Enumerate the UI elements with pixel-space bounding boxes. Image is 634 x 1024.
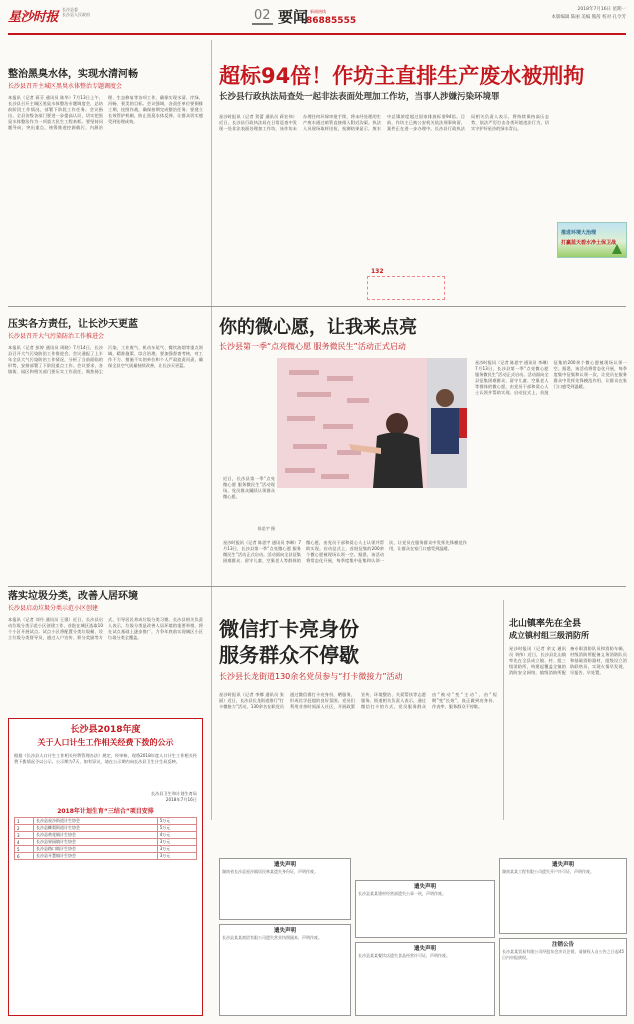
right-article <box>509 618 627 820</box>
classified-ad: 遗失声明 湖南省长沙县星沙镇居民林某遗失身份证，声明作废。 <box>219 858 351 920</box>
headline-line-2: 服务群众不停歇 <box>219 643 359 667</box>
article-body: 本报讯（记者 彭婷 通讯员 周晓）7月14日，长沙县召开大气污染防治工作推进会。会议通报了上半年全县大气污染防治工作情况，分析了当前面临的形势，安排部署了下阶段重点工作。会议要求，各镇街、园区和相关部门要压实工作责任，聚焦扬尘污染、工业废气、机动车尾气、餐饮油烟等重点领域，精准施策、综合治理。要加强督查考核，对工作不力、措施不实的单位和个人严肃追责问责，确保全县空气质量持续改善，让长沙天更蓝。 <box>8 345 203 374</box>
issue-date: 2018年7月16日 星期一 <box>577 7 626 12</box>
article-title: 压实各方责任，让长沙天更蓝 <box>8 319 138 330</box>
photo-caption: 近日，长沙县第一季“点亮微心愿 服务微民生”活动现场，党员群众踊跃认领群众微心愿。 <box>223 476 275 499</box>
masthead-rule <box>8 33 626 35</box>
promo-line-2: 打赢蓝天碧水净土保卫战 <box>561 240 617 246</box>
table-row: 4 长沙县果园镇计生协会 3万元 <box>15 839 197 846</box>
article-body: 星沙时报讯（记者 陈思宇 通讯员 李琳）7月13日，长沙县第一季“点亮微心愿 服务微民生”活动正式启动。活动面向全县征集困难群众、留守儿童、空巢老人等群体的微心愿，由党员干部和爱心人士认领并帮助实现。启动仪式上，首批征集的200余个微心愿被现场认领一空。据悉，该活动将常态化开展，每季度集中征集和认领一次，让党员在服务群众中发挥先锋模范作用，让群众在家门口感受到温暖。 <box>223 540 467 563</box>
headline-line-1: 微信打卡亮身份 <box>219 617 359 641</box>
article-title-line-2: 成立镇村组三级消防所 <box>509 631 589 640</box>
table-row: 6 长沙县开慧镇计生协会 3万元 <box>15 853 197 860</box>
column-divider <box>211 40 212 820</box>
notice-table <box>14 817 197 860</box>
tree-icon <box>612 244 622 254</box>
marker-box <box>367 276 445 300</box>
article-title-line-1: 北山镇率先在全县 <box>509 619 582 629</box>
table-row: 2 长沙县榔梨街道计生协会 5万元 <box>15 825 197 832</box>
notice-body: 根据《长沙县人口计生工作相关经费管理办法》规定，经审核，现将2018年度人口计生工作相关经费下拨情况予以公示。公示期为7天，如有异议，请在公示期内向长沙县卫生计生局反映。 <box>14 753 197 764</box>
main-article-1 <box>219 62 627 302</box>
hotline-label: 新闻热线 <box>310 9 326 14</box>
reference-marker: 132 <box>371 268 384 275</box>
page-number: 02 <box>254 8 271 23</box>
article-body: 星沙时报讯（记者 贺蕾 通讯员 蒋宏伟）近日，长沙县行政执法局在日常巡查中发现一处非法表面处理加工作坊，该作坊未办理任何环保审批手续，将未经处理的生产废水通过暗管直接排入附近沟渠。执法人员现场取样送检，检测结果显示，废水中总镍浓度超过国家排放标准94倍。目前，作坊主已被公安机关依法刑事拘留，案件正在进一步办理中。长沙县行政执法局相关负责人表示，将持续保持高压态势，依法严厉打击各类环境违法行为，切实守护好星沙的绿水青山。 <box>219 114 549 131</box>
section-rule <box>8 306 626 307</box>
section-rule <box>8 586 626 587</box>
article-photo <box>277 358 467 488</box>
hotline-number: 86885555 <box>306 16 357 26</box>
notice-title-line-1: 长沙县2018年度 <box>70 725 141 735</box>
notice-table-title: 2018年计划生育“三结合”项目安排 <box>57 808 154 815</box>
promo-banner <box>557 222 627 258</box>
brand-sub: 长沙县委 长沙县人民政府 <box>62 7 90 17</box>
headline-subtitle: 长沙县行政执法局查处一起非法表面处理加工作坊，当事人涉嫌污染环境罪 <box>219 92 500 102</box>
headline: 你的微心愿，让我来点亮 <box>219 317 417 338</box>
section-title: 要闻 <box>278 8 309 26</box>
left-article-1 <box>8 68 203 298</box>
promo-line-1: 推进环境大治理 <box>561 230 597 236</box>
notice-signature: 长沙县卫生和计划生育局 <box>150 791 197 796</box>
article-subtitle: 长沙县启动垃圾分类示范小区创建 <box>8 605 99 612</box>
masthead <box>0 0 634 32</box>
headline-subtitle: 长沙县第一季“点亮微心愿 服务微民生”活动正式启动 <box>219 342 406 351</box>
photo-caption-box <box>223 476 275 538</box>
article-title: 落实垃圾分类，改善人居环境 <box>8 591 138 602</box>
photo-credit: 陈思宇 摄 <box>257 526 275 531</box>
classified-ad: 遗失声明 长沙县某某商贸有限公司遗失营业执照副本，声明作废。 <box>219 924 351 1016</box>
column-divider <box>503 600 504 820</box>
notice-date: 2018年7月16日 <box>165 797 197 802</box>
headline-subtitle: 长沙县长龙街道130余名党员参与“打卡微接力”活动 <box>219 672 403 681</box>
article-body: 星沙时报讯（记者 余文 通讯员 刘伟）近日，长沙县北山镇率先在全县成立镇、村、组三级消防所，构建起覆盖全镇的消防安全网络。镇级消防所配备专职消防队员和消防车辆，村级消防所配备义务消防队员和基础消防器材，组级设立消防联络员，实现火情早发现、早报告、早处置。 <box>509 646 627 675</box>
article-body: 本报讯（记者 蒋芬 通讯员 陈华）7月13日上午，长沙县召开主城区黑臭水体整治专题调度会，总结前阶段工作情况，部署下阶段工作任务。会议指出，全县各级各部门要进一步提高认识，切实把黑臭水体整治作为一项重大民生工程来抓。要坚持问题导向，突出重点，统筹推进控源截污、内源治理、生态修复等各项工作，确保实现水清、岸绿、河畅、景美的目标。会议强调，各责任单位要倒排工期，挂图作战，确保按期完成整治任务；要建立长效管护机制，防止黑臭水体反弹，让群众切实感受到治理成效。 <box>8 95 203 130</box>
article-subtitle: 长沙县召开主城区黑臭水体整治专题调度会 <box>8 83 123 90</box>
brand-logo: 星沙时报 <box>8 10 59 25</box>
table-row: 1 长沙县星沙街道计生协会 5万元 <box>15 818 197 825</box>
main-article-3 <box>219 616 497 821</box>
public-notice <box>8 718 203 1016</box>
left-article-3 <box>8 590 203 714</box>
wish-wall-photo <box>277 358 467 488</box>
headline: 超标94倍！作坊主直排生产废水被刑拘 <box>219 64 585 88</box>
notice-title-line-2: 关于人口计生工作相关经费下拨的公示 <box>37 738 174 747</box>
classified-ad: 注销公告 长沙某某贸易有限公司经股东会决议注销，请债权人自公告之日起45日内申报债权。 <box>499 938 627 1016</box>
left-article-2 <box>8 318 203 573</box>
table-row: 3 长沙县黄花镇计生协会 4万元 <box>15 832 197 839</box>
article-subtitle: 长沙县召开大气污染防治工作推进会 <box>8 333 105 340</box>
article-body: 本报讯（记者 刘丹 通讯员 王强）近日，长沙县启动垃圾分类示范小区创建工作，首批在城区选取10个小区开展试点。试点小区将配置分类垃圾桶，设立垃圾分类督导员，通过入户宣传、积分奖励等方式，引导居民养成垃圾分类习惯。长沙县相关负责人表示，垃圾分类是改善人居环境的重要举措，将在试点基础上逐步推广，力争年底前实现城区小区垃圾分类全覆盖。 <box>8 617 203 640</box>
classified-ad: 遗失声明 湖南某某工程有限公司遗失开户许可证，声明作废。 <box>499 858 627 934</box>
classified-ad: 遗失声明 长沙县某某餐饮店遗失食品经营许可证，声明作废。 <box>355 942 495 1016</box>
main-article-2 <box>219 316 627 584</box>
table-row: 5 长沙县路口镇计生协会 3万元 <box>15 846 197 853</box>
classified-ad: 遗失声明 长沙县某某建材经营部遗失公章一枚，声明作废。 <box>355 880 495 938</box>
article-body-continued: 星沙时报讯（记者 陈思宇 通讯员 李琳）7月13日，长沙县第一季“点亮微心愿 服务微民生”活动正式启动。活动面向全县征集困难群众、留守儿童、空巢老人等群体的微心愿，由党员干部和爱心人士认领并帮助实现。启动仪式上，首批征集的200余个微心愿被现场认领一空。据悉，该活动将常态化开展，每季度集中征集和认领一次，让党员在服务群众中发挥先锋模范作用，让群众在家门口感受到温暖。 <box>475 360 627 395</box>
editor-credits: 本版编辑 陈丽 美编 熊茜 校对 孔令芳 <box>551 15 626 20</box>
article-title: 整治黑臭水体，实现水清河畅 <box>8 69 138 80</box>
article-body: 星沙时报讯（记者 李娜 通讯员 张丽）近日，长沙县长龙街道推行“打卡微接力”活动，130余名在职党员通过微信群打卡亮身份、晒服务，形成比学赶超的良好氛围。党员们利用业余时间深入社区，开展政策宣传、环境整治、关爱帮扶等志愿服务。街道相关负责人表示，通过微信打卡的方式，党员服务群众由“被动”变“主动”，由“短期”变“长效”，真正做到亮身份、作表率、服务群众不停歇。 <box>219 692 497 709</box>
